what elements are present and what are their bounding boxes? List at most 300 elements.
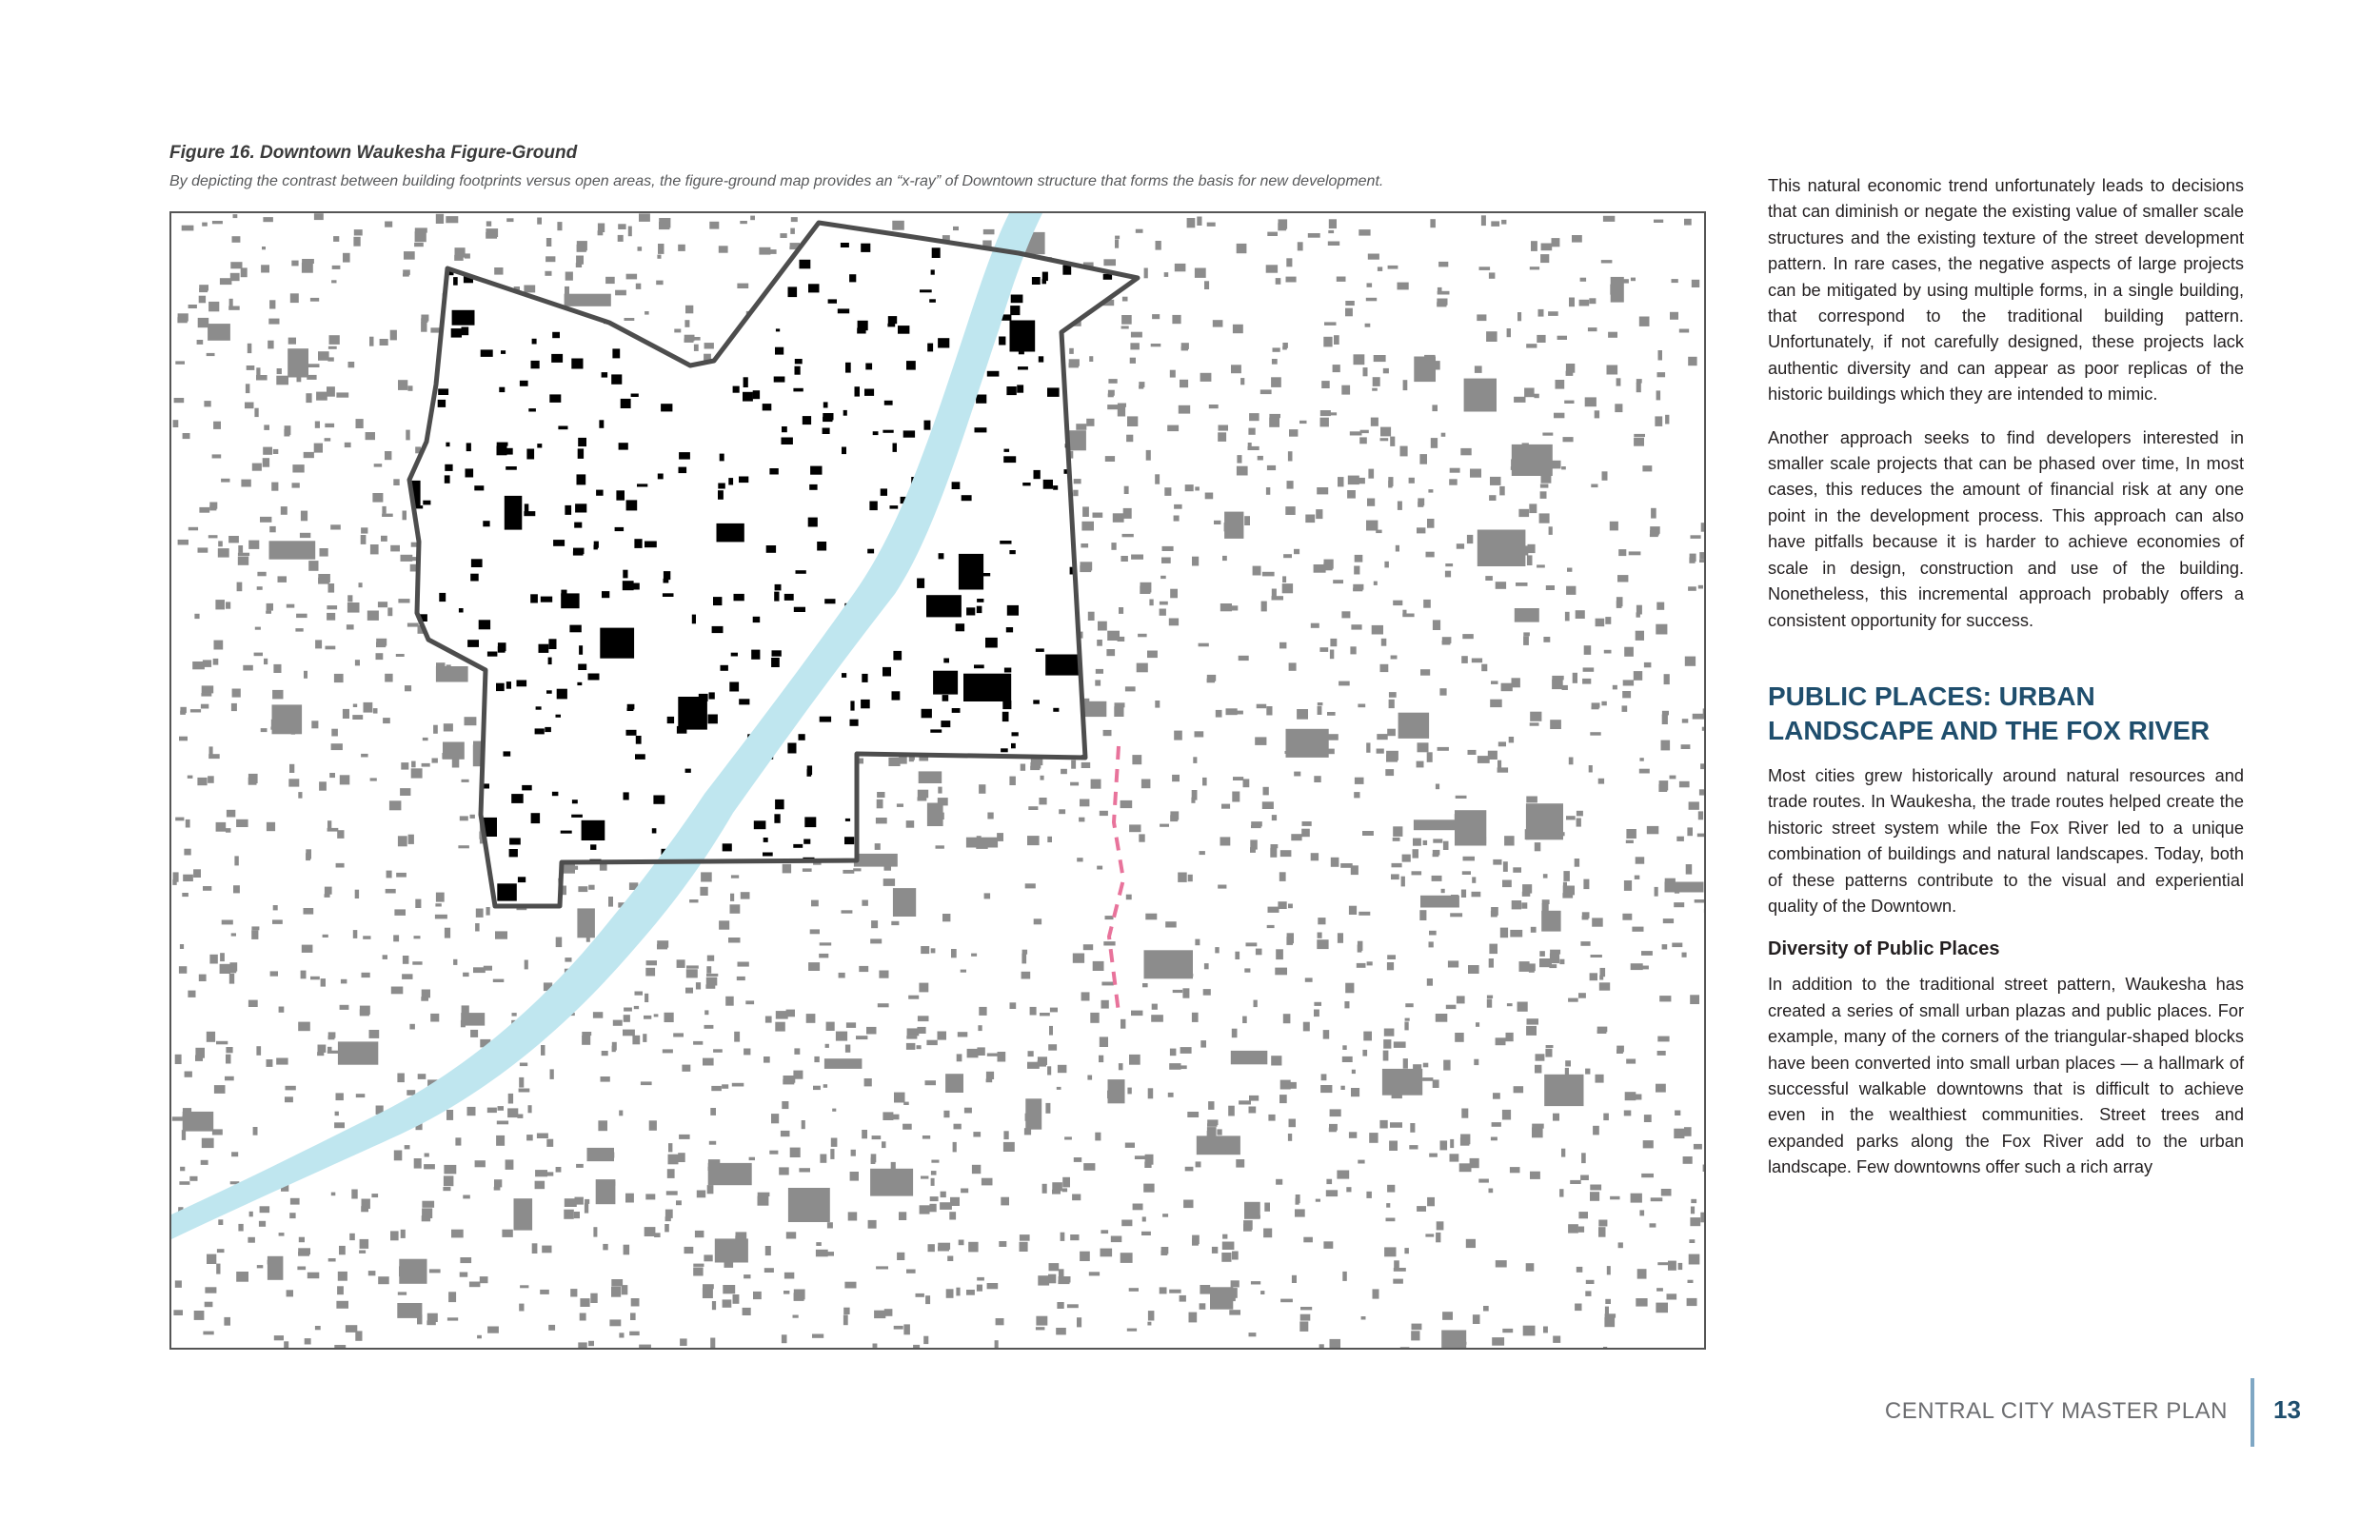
- building-footprint: [841, 243, 849, 247]
- building-footprint: [225, 1076, 234, 1081]
- building-footprint: [408, 835, 414, 844]
- building-footprint: [355, 1331, 362, 1340]
- building-footprint: [760, 1148, 764, 1155]
- building-footprint: [1582, 679, 1591, 684]
- building-footprint: [278, 562, 290, 568]
- building-footprint: [709, 1141, 716, 1145]
- building-footprint: [1172, 315, 1180, 324]
- building-footprint: [1483, 1079, 1489, 1087]
- building-footprint: [475, 1160, 486, 1167]
- building-footprint: [203, 1332, 213, 1335]
- building-footprint: [904, 854, 914, 858]
- building-footprint: [191, 1135, 199, 1141]
- building-footprint: [1477, 778, 1484, 788]
- building-footprint: [1357, 963, 1366, 968]
- building-footprint: [982, 1159, 989, 1170]
- building-footprint: [1149, 1052, 1154, 1060]
- building-footprint: [979, 784, 985, 794]
- building-footprint: [1448, 960, 1458, 967]
- building-footprint: [778, 1196, 782, 1202]
- building-footprint: [1185, 484, 1194, 491]
- building-footprint: [291, 261, 298, 267]
- building-footprint: [966, 1060, 976, 1071]
- building-footprint: [623, 570, 627, 579]
- building-footprint: [1493, 859, 1501, 865]
- building-footprint: [1661, 514, 1670, 520]
- building-footprint: [1640, 517, 1648, 523]
- building-footprint: [551, 1033, 563, 1041]
- building-footprint: [398, 599, 409, 602]
- building-footprint: [1402, 610, 1406, 616]
- building-footprint: [872, 1121, 884, 1126]
- building-footprint: [1220, 603, 1232, 611]
- building-footprint: [1626, 1293, 1634, 1298]
- building-footprint: [1634, 671, 1642, 681]
- building-footprint: [285, 1315, 295, 1323]
- building-footprint: [918, 797, 927, 800]
- building-footprint: [1539, 276, 1543, 280]
- building-footprint: [1689, 1239, 1695, 1243]
- building-footprint: [1353, 584, 1363, 590]
- building-footprint: [997, 833, 1003, 841]
- building-footprint: [908, 777, 917, 786]
- building-footprint: [1237, 455, 1241, 464]
- building-footprint: [1527, 774, 1534, 778]
- building-footprint: [1104, 1153, 1111, 1163]
- building-footprint: [1209, 405, 1219, 408]
- building-footprint: [364, 243, 374, 247]
- building-footprint: [208, 977, 221, 980]
- building-footprint: [411, 768, 423, 778]
- building-footprint: [998, 1037, 1009, 1040]
- building-footprint: [1502, 1329, 1513, 1333]
- building-footprint: [624, 1015, 630, 1022]
- building-footprint: [1360, 430, 1369, 433]
- building-footprint: [421, 315, 428, 322]
- building-footprint: [456, 663, 466, 666]
- building-footprint: [438, 400, 446, 407]
- building-footprint: [1689, 801, 1699, 809]
- building-footprint: [276, 1058, 288, 1065]
- building-footprint: [411, 761, 416, 768]
- building-footprint: [548, 639, 556, 649]
- building-footprint: [393, 479, 399, 485]
- building-footprint: [966, 607, 975, 615]
- building-footprint: [1625, 636, 1636, 644]
- building-footprint: [259, 1221, 266, 1227]
- building-footprint: [1409, 1145, 1418, 1149]
- building-footprint: [226, 1047, 232, 1053]
- building-footprint: [1370, 436, 1374, 442]
- building-footprint: [407, 623, 419, 627]
- building-footprint: [578, 664, 586, 671]
- building-footprint: [183, 875, 193, 881]
- building-footprint: [1375, 1231, 1385, 1236]
- building-footprint: [476, 230, 483, 240]
- building-footprint: [1299, 1321, 1308, 1332]
- building-footprint: [1636, 857, 1645, 863]
- building-footprint: [1124, 486, 1129, 494]
- building-footprint: [1253, 566, 1261, 576]
- building-footprint: [625, 1194, 634, 1203]
- building-footprint: [1206, 248, 1218, 253]
- building-footprint: [1601, 701, 1606, 706]
- building-footprint: [1359, 229, 1370, 236]
- building-footprint: [535, 1170, 547, 1176]
- building-footprint: [1429, 931, 1437, 936]
- building-footprint: [550, 1277, 582, 1315]
- building-footprint: [409, 801, 414, 807]
- building-footprint: [641, 1075, 645, 1082]
- building-footprint: [1362, 831, 1374, 836]
- building-footprint: [1108, 1079, 1125, 1103]
- building-footprint: [918, 790, 928, 799]
- building-footprint: [865, 816, 872, 824]
- building-footprint: [1410, 1123, 1415, 1133]
- building-footprint: [1218, 432, 1226, 442]
- building-footprint: [868, 1220, 877, 1229]
- building-footprint: [1648, 1246, 1658, 1253]
- building-footprint: [1229, 1310, 1240, 1314]
- building-footprint: [1157, 445, 1167, 449]
- building-footprint: [1478, 1179, 1489, 1183]
- building-footprint: [1429, 941, 1434, 947]
- building-footprint: [1490, 1155, 1501, 1164]
- building-footprint: [913, 1345, 920, 1348]
- building-footprint: [476, 909, 484, 918]
- building-footprint: [236, 812, 241, 817]
- building-footprint: [1629, 551, 1641, 555]
- building-footprint: [1601, 938, 1613, 941]
- building-footprint: [1691, 984, 1702, 992]
- building-footprint: [1166, 447, 1173, 456]
- building-footprint: [917, 1027, 925, 1034]
- building-footprint: [1010, 321, 1036, 352]
- building-footprint: [1028, 806, 1038, 810]
- building-footprint: [1616, 1305, 1625, 1313]
- building-footprint: [855, 386, 861, 396]
- building-footprint: [1577, 811, 1583, 817]
- building-footprint: [1280, 398, 1291, 402]
- building-footprint: [1171, 808, 1180, 811]
- building-footprint: [819, 958, 827, 967]
- building-footprint: [553, 540, 565, 546]
- building-footprint: [1470, 239, 1482, 245]
- building-footprint: [786, 1232, 796, 1238]
- building-footprint: [864, 1305, 872, 1311]
- building-footprint: [551, 354, 563, 363]
- building-footprint: [172, 895, 182, 899]
- building-footprint: [843, 1314, 848, 1325]
- building-footprint: [836, 1032, 847, 1041]
- building-footprint: [1537, 769, 1542, 775]
- building-footprint: [1215, 1174, 1220, 1177]
- building-footprint: [820, 717, 831, 722]
- building-footprint: [215, 1067, 222, 1071]
- building-footprint: [1003, 456, 1016, 463]
- building-footprint: [1688, 357, 1696, 365]
- building-footprint: [578, 438, 586, 446]
- building-footprint: [545, 256, 555, 262]
- building-footprint: [1126, 901, 1130, 910]
- building-footprint: [799, 953, 807, 960]
- building-footprint: [575, 1197, 584, 1205]
- building-footprint: [387, 1078, 397, 1086]
- building-footprint: [292, 483, 300, 487]
- building-footprint: [254, 645, 265, 653]
- building-footprint: [532, 1243, 538, 1254]
- building-footprint: [1460, 448, 1471, 455]
- building-footprint: [1162, 546, 1174, 551]
- building-footprint: [444, 1165, 456, 1175]
- building-footprint: [941, 721, 950, 727]
- building-footprint: [517, 1125, 529, 1131]
- building-footprint: [812, 1334, 823, 1338]
- building-footprint: [1259, 1097, 1265, 1108]
- building-footprint: [1136, 1141, 1142, 1146]
- building-footprint: [1039, 356, 1043, 362]
- building-footprint: [1593, 1126, 1599, 1135]
- building-footprint: [552, 1252, 557, 1261]
- building-footprint: [194, 614, 199, 619]
- building-footprint: [1302, 821, 1312, 826]
- building-footprint: [718, 490, 724, 500]
- building-footprint: [208, 776, 214, 783]
- building-footprint: [1180, 1295, 1186, 1302]
- building-footprint: [1158, 1087, 1168, 1096]
- building-footprint: [1382, 1069, 1422, 1096]
- building-footprint: [1589, 298, 1596, 304]
- building-footprint: [704, 1273, 708, 1277]
- building-footprint: [1337, 277, 1346, 282]
- building-footprint: [175, 1055, 182, 1064]
- dashed-boundary-line: [1109, 746, 1123, 1013]
- building-footprint: [1144, 1162, 1151, 1169]
- building-footprint: [1057, 1087, 1061, 1090]
- building-footprint: [1172, 775, 1180, 781]
- building-footprint: [775, 584, 782, 591]
- building-footprint: [1619, 754, 1623, 763]
- building-footprint: [1626, 840, 1634, 843]
- building-footprint: [1311, 853, 1319, 860]
- building-footprint: [1555, 843, 1562, 848]
- building-footprint: [464, 736, 472, 741]
- building-footprint: [405, 456, 412, 459]
- building-footprint: [203, 886, 211, 891]
- building-footprint: [1593, 670, 1599, 679]
- building-footprint: [1002, 712, 1009, 721]
- building-footprint: [612, 348, 620, 358]
- building-footprint: [728, 938, 741, 943]
- building-footprint: [906, 361, 916, 370]
- building-footprint: [624, 1245, 630, 1255]
- building-footprint: [1695, 1341, 1701, 1346]
- building-footprint: [1374, 582, 1378, 585]
- building-footprint: [1126, 435, 1133, 443]
- building-footprint: [1323, 1241, 1333, 1249]
- building-footprint: [1690, 995, 1699, 1004]
- building-footprint: [1122, 297, 1128, 302]
- building-footprint: [535, 728, 545, 734]
- building-footprint: [1183, 306, 1190, 311]
- building-footprint: [1656, 1084, 1666, 1093]
- building-footprint: [238, 557, 248, 565]
- building-footprint: [1472, 877, 1476, 882]
- building-footprint: [870, 1169, 913, 1196]
- building-footprint: [1691, 1199, 1696, 1203]
- building-footprint: [1101, 982, 1113, 986]
- building-footprint: [224, 1317, 230, 1326]
- building-footprint: [1639, 758, 1643, 761]
- building-footprint: [514, 1198, 533, 1230]
- building-footprint: [930, 729, 942, 732]
- building-footprint: [1231, 1051, 1268, 1064]
- building-footprint: [1103, 730, 1112, 736]
- building-footprint: [979, 1007, 986, 1016]
- building-footprint: [646, 960, 657, 965]
- building-footprint: [1012, 1185, 1020, 1192]
- building-footprint: [568, 1117, 581, 1127]
- building-footprint: [739, 929, 749, 938]
- building-footprint: [894, 1093, 905, 1103]
- building-footprint: [1517, 312, 1521, 321]
- building-footprint: [623, 581, 634, 590]
- building-footprint: [402, 974, 412, 979]
- building-footprint: [1277, 1168, 1286, 1173]
- building-footprint: [711, 1086, 722, 1091]
- building-footprint: [978, 1025, 982, 1031]
- building-footprint: [874, 1311, 885, 1318]
- building-footprint: [1067, 400, 1078, 406]
- building-footprint: [1673, 1147, 1679, 1154]
- building-footprint: [1504, 836, 1515, 845]
- building-footprint: [1192, 557, 1199, 566]
- building-footprint: [1519, 1180, 1532, 1185]
- building-footprint: [1573, 436, 1580, 440]
- building-footprint: [651, 1299, 661, 1304]
- building-footprint: [689, 903, 698, 912]
- building-footprint: [281, 506, 288, 515]
- building-footprint: [1233, 1007, 1273, 1031]
- building-footprint: [1689, 1254, 1700, 1265]
- building-footprint: [328, 346, 337, 349]
- building-footprint: [546, 1139, 553, 1147]
- building-footprint: [1330, 650, 1334, 660]
- building-footprint: [850, 1172, 859, 1181]
- building-footprint: [1398, 283, 1409, 290]
- building-footprint: [506, 1137, 511, 1145]
- building-footprint: [1301, 829, 1310, 838]
- building-footprint: [631, 1298, 640, 1307]
- building-footprint: [1417, 1206, 1426, 1212]
- building-footprint: [580, 864, 601, 875]
- building-footprint: [1557, 336, 1567, 340]
- building-footprint: [1040, 1013, 1050, 1016]
- building-footprint: [1178, 657, 1184, 663]
- building-footprint: [1236, 711, 1243, 715]
- building-footprint: [269, 541, 316, 559]
- building-footprint: [307, 1032, 314, 1041]
- building-footprint: [1021, 954, 1026, 964]
- building-footprint: [693, 1041, 703, 1045]
- building-footprint: [1367, 268, 1376, 273]
- building-footprint: [495, 931, 507, 938]
- building-footprint: [1467, 983, 1475, 989]
- building-footprint: [1011, 962, 1018, 969]
- building-footprint: [1318, 706, 1322, 715]
- building-footprint: [1403, 380, 1408, 390]
- building-footprint: [1170, 1049, 1177, 1056]
- building-footprint: [1687, 1298, 1697, 1306]
- building-footprint: [1523, 636, 1529, 645]
- building-footprint: [1235, 284, 1245, 293]
- building-footprint: [1598, 1220, 1607, 1227]
- building-footprint: [423, 738, 428, 740]
- building-footprint: [1557, 1040, 1561, 1044]
- building-footprint: [1125, 1143, 1135, 1148]
- building-footprint: [626, 957, 637, 959]
- building-footprint: [743, 1308, 751, 1315]
- building-footprint: [1229, 1098, 1237, 1105]
- building-footprint: [1215, 947, 1219, 953]
- building-footprint: [264, 424, 269, 430]
- building-footprint: [1703, 938, 1705, 948]
- building-footprint: [1367, 499, 1375, 506]
- building-footprint: [504, 751, 511, 756]
- building-footprint: [1326, 734, 1339, 740]
- building-footprint: [1197, 1135, 1240, 1155]
- building-footprint: [1521, 902, 1527, 908]
- building-footprint: [1170, 1274, 1177, 1279]
- building-footprint: [227, 587, 235, 595]
- building-footprint: [1557, 999, 1562, 1004]
- building-footprint: [1675, 1111, 1680, 1116]
- building-footprint: [375, 898, 387, 906]
- building-footprint: [536, 706, 542, 709]
- building-footprint: [1001, 748, 1008, 752]
- building-footprint: [830, 1149, 834, 1159]
- building-footprint: [238, 326, 249, 332]
- building-footprint: [352, 715, 363, 720]
- building-footprint: [668, 243, 680, 252]
- building-footprint: [1222, 1234, 1227, 1239]
- building-footprint: [1151, 1015, 1163, 1022]
- building-footprint: [1495, 830, 1501, 838]
- building-footprint: [806, 1014, 816, 1023]
- building-footprint: [366, 432, 375, 440]
- building-footprint: [266, 611, 271, 614]
- building-footprint: [238, 1224, 243, 1232]
- building-footprint: [730, 904, 741, 914]
- building-footprint: [199, 507, 209, 513]
- building-footprint: [172, 879, 176, 885]
- building-footprint: [1532, 909, 1541, 918]
- building-footprint: [421, 322, 426, 332]
- building-footprint: [1684, 675, 1691, 681]
- building-footprint: [839, 973, 845, 978]
- building-footprint: [529, 1302, 540, 1309]
- building-footprint: [175, 818, 184, 821]
- building-footprint: [624, 792, 629, 800]
- building-footprint: [1650, 297, 1660, 302]
- building-footprint: [1674, 902, 1684, 907]
- building-footprint: [1045, 655, 1094, 676]
- building-footprint: [232, 689, 241, 698]
- building-footprint: [463, 973, 469, 977]
- building-footprint: [1413, 849, 1419, 858]
- building-footprint: [1384, 562, 1389, 568]
- building-footprint: [1062, 266, 1071, 275]
